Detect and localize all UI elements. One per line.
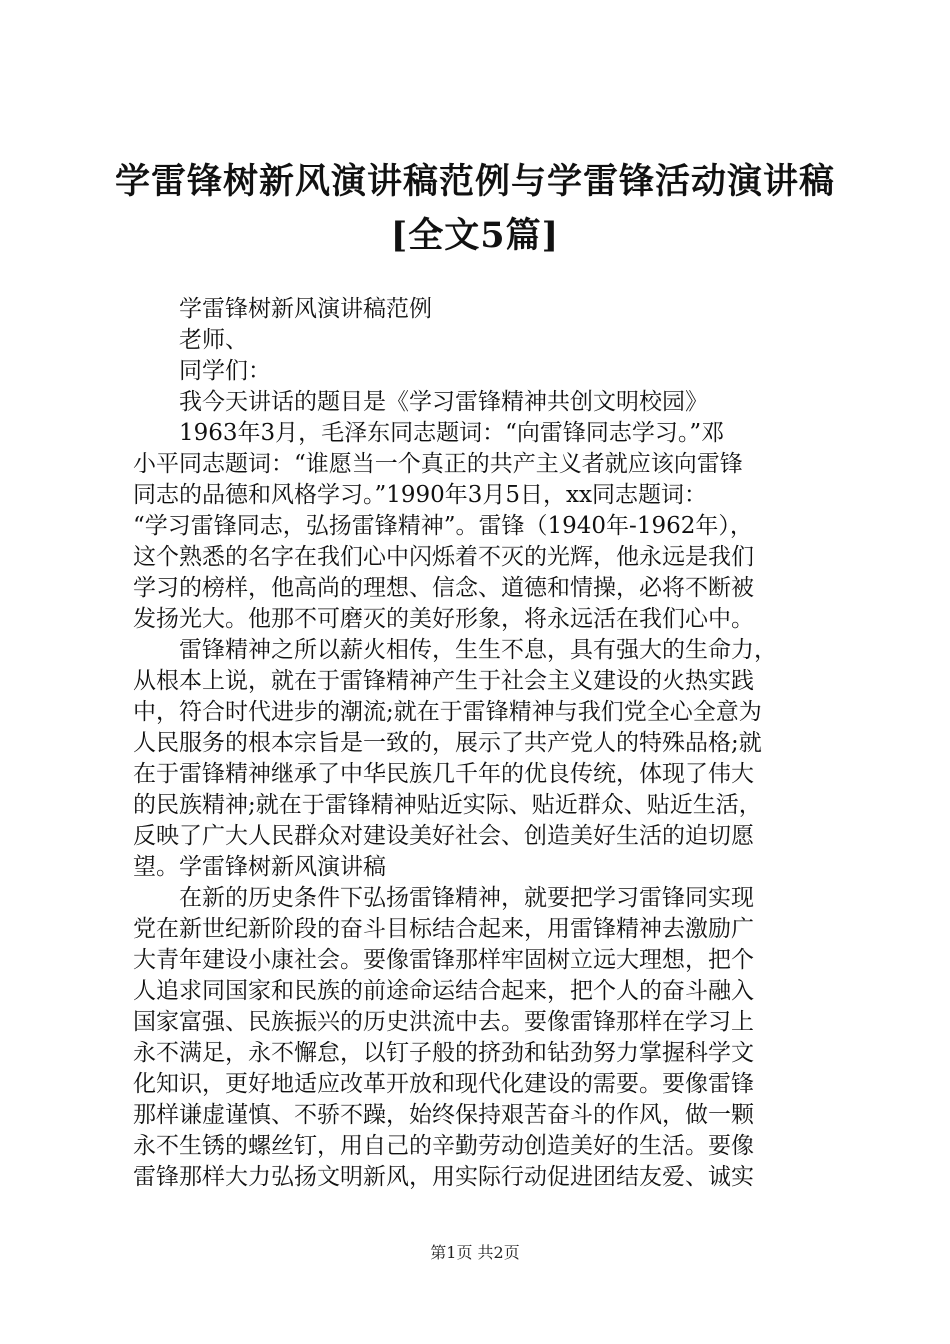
document-body <box>133 294 833 1193</box>
body-line: 小平同志题词：“谁愿当一个真正的共产主义者就应该向雷锋 <box>133 451 743 477</box>
body-line: 党在新世纪新阶段的奋斗目标结合起来，用雷锋精神去激励广 <box>133 916 754 942</box>
body-line: 望。学雷锋树新风演讲稿 <box>133 854 386 880</box>
body-line: 永不生锈的螺丝钉，用自己的辛勤劳动创造美好的生活。要像 <box>133 1133 754 1159</box>
body-line: 学习的榜样，他高尚的理想、信念、道德和情操，必将不断被 <box>133 575 754 601</box>
body-line: 在于雷锋精神继承了中华民族几千年的优良传统，体现了伟大 <box>133 761 754 787</box>
body-line: 人民服务的根本宗旨是一致的，展示了共产党人的特殊品格;就 <box>133 730 762 756</box>
body-line: 同学们： <box>179 358 271 384</box>
body-line: 化知识，更好地适应改革开放和现代化建设的需要。要像雷锋 <box>133 1071 754 1097</box>
body-line: 国家富强、民族振兴的历史洪流中去。要像雷锋那样在学习上 <box>133 1009 754 1035</box>
body-line: 那样谦虚谨慎、不骄不躁，始终保持艰苦奋斗的作风，做一颗 <box>133 1102 754 1128</box>
body-line: 发扬光大。他那不可磨灭的美好形象，将永远活在我们心中。 <box>133 606 754 632</box>
body-line: 老师、 <box>179 327 248 353</box>
body-line: 人追求同国家和民族的前途命运结合起来，把个人的奋斗融入 <box>133 978 754 1004</box>
body-line: 同志的品德和风格学习。”1990年3月5日，xx同志题词： <box>133 482 708 508</box>
body-line: 1963年3月，毛泽东同志题词：“向雷锋同志学习。”邓 <box>179 420 725 446</box>
body-line: 反映了广大人民群众对建设美好社会、创造美好生活的迫切愿 <box>133 823 754 849</box>
body-line: 雷锋精神之所以薪火相传，生生不息，具有强大的生命力， <box>179 637 777 663</box>
body-line: 在新的历史条件下弘扬雷锋精神，就要把学习雷锋同实现 <box>179 885 754 911</box>
document-title-line-1: 学雷锋树新风演讲稿范例与学雷锋活动演讲稿 <box>114 161 835 202</box>
body-line: 中，符合时代进步的潮流;就在于雷锋精神与我们党全心全意为 <box>133 699 762 725</box>
body-line: 学雷锋树新风演讲稿范例 <box>179 296 432 322</box>
body-line: 雷锋那样大力弘扬文明新风，用实际行动促进团结友爱、诚实 <box>133 1164 754 1190</box>
body-line: 大青年建设小康社会。要像雷锋那样牢固树立远大理想，把个 <box>133 947 754 973</box>
body-line: “学习雷锋同志，弘扬雷锋精神”。雷锋（1940年-1962年）， <box>133 513 753 539</box>
document-title-line-2: [全文5篇] <box>390 215 560 256</box>
body-line: 从根本上说，就在于雷锋精神产生于社会主义建设的火热实践 <box>133 668 754 694</box>
body-line: 这个熟悉的名字在我们心中闪烁着不灭的光辉，他永远是我们 <box>133 544 754 570</box>
body-line: 的民族精神;就在于雷锋精神贴近实际、贴近群众、贴近生活， <box>133 792 762 818</box>
body-line: 我今天讲话的题目是《学习雷锋精神共创文明校园》 <box>179 389 708 415</box>
page-footer: 第1页 共2页 <box>430 1243 520 1262</box>
body-line: 永不满足，永不懈怠，以钉子般的挤劲和钻劲努力掌握科学文 <box>133 1040 754 1066</box>
